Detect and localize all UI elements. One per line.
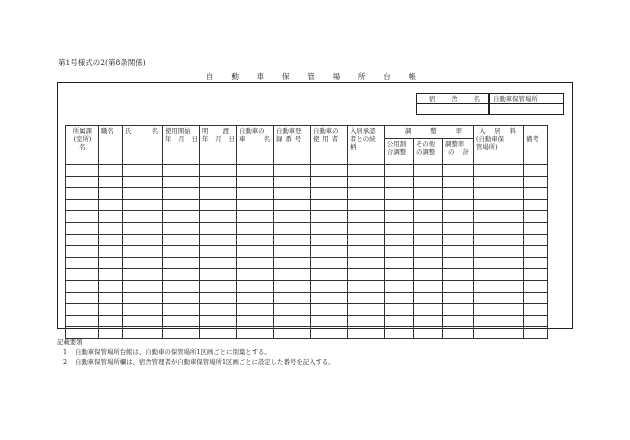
- dorm-label-char: 舎: [451, 95, 458, 103]
- table-cell[interactable]: [200, 257, 237, 269]
- table-cell[interactable]: [443, 280, 474, 292]
- table-cell[interactable]: [237, 188, 274, 200]
- table-cell[interactable]: [66, 280, 99, 292]
- table-cell[interactable]: [66, 292, 99, 304]
- table-cell[interactable]: [274, 280, 311, 292]
- table-cell[interactable]: [348, 292, 385, 304]
- table-cell[interactable]: [200, 188, 237, 200]
- table-cell[interactable]: [474, 315, 524, 327]
- table-cell[interactable]: [274, 304, 311, 316]
- table-cell[interactable]: [348, 165, 385, 177]
- form-title-char: 所: [357, 72, 366, 81]
- table-cell[interactable]: [163, 257, 200, 269]
- table-cell[interactable]: [385, 292, 414, 304]
- table-cell[interactable]: [237, 176, 274, 188]
- table-cell[interactable]: [385, 280, 414, 292]
- table-cell[interactable]: [348, 327, 385, 339]
- table-cell[interactable]: [348, 304, 385, 316]
- table-cell[interactable]: [163, 165, 200, 177]
- table-row: [66, 246, 548, 258]
- table-cell[interactable]: [385, 246, 414, 258]
- table-cell[interactable]: [274, 176, 311, 188]
- table-cell[interactable]: [200, 211, 237, 223]
- table-cell[interactable]: [237, 257, 274, 269]
- table-cell[interactable]: [311, 246, 348, 258]
- form-title-char: 車: [256, 72, 265, 81]
- table-cell[interactable]: [200, 199, 237, 211]
- table-cell[interactable]: [524, 315, 548, 327]
- table-cell[interactable]: [414, 211, 443, 223]
- table-cell[interactable]: [66, 188, 99, 200]
- table-cell[interactable]: [443, 188, 474, 200]
- table-cell[interactable]: [443, 304, 474, 316]
- table-cell[interactable]: [99, 269, 123, 281]
- table-cell[interactable]: [163, 211, 200, 223]
- table-cell[interactable]: [99, 257, 123, 269]
- table-row: [66, 188, 548, 200]
- table-cell[interactable]: [274, 222, 311, 234]
- table-cell[interactable]: [524, 222, 548, 234]
- parking-space-label: 自動車保管場所: [489, 93, 564, 104]
- table-cell[interactable]: [474, 199, 524, 211]
- table-cell[interactable]: [443, 257, 474, 269]
- table-cell[interactable]: [524, 246, 548, 258]
- table-cell[interactable]: [311, 269, 348, 281]
- table-cell[interactable]: [348, 176, 385, 188]
- table-cell[interactable]: [524, 304, 548, 316]
- table-cell[interactable]: [414, 176, 443, 188]
- table-row: [66, 165, 548, 177]
- table-row: [66, 211, 548, 223]
- table-cell[interactable]: [443, 269, 474, 281]
- table-cell[interactable]: [414, 234, 443, 246]
- table-cell[interactable]: [163, 280, 200, 292]
- table-cell[interactable]: [123, 269, 163, 281]
- header-other-adjustment: その他 の調整: [414, 139, 443, 165]
- header-car-user: 自動車の 使用者: [311, 126, 348, 165]
- table-cell[interactable]: [385, 234, 414, 246]
- table-cell[interactable]: [443, 199, 474, 211]
- header-rent: 入 居 料 (自動車保 管場所): [474, 126, 524, 165]
- table-cell[interactable]: [237, 304, 274, 316]
- table-cell[interactable]: [524, 280, 548, 292]
- table-cell[interactable]: [348, 211, 385, 223]
- table-cell[interactable]: [123, 211, 163, 223]
- table-cell[interactable]: [99, 234, 123, 246]
- table-cell[interactable]: [474, 292, 524, 304]
- header-relationship: 入居承認 者との続 柄: [348, 126, 385, 165]
- table-cell[interactable]: [311, 188, 348, 200]
- table-cell[interactable]: [123, 176, 163, 188]
- table-cell[interactable]: [311, 234, 348, 246]
- table-cell[interactable]: [66, 211, 99, 223]
- table-cell[interactable]: [443, 165, 474, 177]
- table-cell[interactable]: [311, 315, 348, 327]
- header-public-use-adjustment: 公用割 合調整: [385, 139, 414, 165]
- table-cell[interactable]: [311, 199, 348, 211]
- table-cell[interactable]: [99, 246, 123, 258]
- table-cell[interactable]: [385, 188, 414, 200]
- table-cell[interactable]: [66, 246, 99, 258]
- table-row: [66, 304, 548, 316]
- table-cell[interactable]: [66, 269, 99, 281]
- table-cell[interactable]: [443, 234, 474, 246]
- table-cell[interactable]: [385, 165, 414, 177]
- table-cell[interactable]: [414, 257, 443, 269]
- table-cell[interactable]: [163, 199, 200, 211]
- table-cell[interactable]: [123, 292, 163, 304]
- table-cell[interactable]: [414, 304, 443, 316]
- table-cell[interactable]: [123, 188, 163, 200]
- table-cell[interactable]: [524, 188, 548, 200]
- table-cell[interactable]: [237, 211, 274, 223]
- table-cell[interactable]: [443, 176, 474, 188]
- table-cell[interactable]: [348, 246, 385, 258]
- table-cell[interactable]: [66, 257, 99, 269]
- table-cell[interactable]: [385, 269, 414, 281]
- form-title: [206, 72, 416, 81]
- table-cell[interactable]: [99, 199, 123, 211]
- table-cell[interactable]: [163, 304, 200, 316]
- table-row: [66, 257, 548, 269]
- table-cell[interactable]: [274, 246, 311, 258]
- table-cell[interactable]: [311, 304, 348, 316]
- table-cell[interactable]: [348, 188, 385, 200]
- form-title-char: 保: [281, 72, 290, 81]
- table-cell[interactable]: [385, 222, 414, 234]
- table-cell[interactable]: [66, 234, 99, 246]
- table-cell[interactable]: [163, 234, 200, 246]
- table-cell[interactable]: [348, 199, 385, 211]
- table-cell[interactable]: [348, 269, 385, 281]
- table-cell[interactable]: [524, 211, 548, 223]
- table-cell[interactable]: [414, 280, 443, 292]
- table-cell[interactable]: [123, 234, 163, 246]
- table-row: [66, 234, 548, 246]
- table-cell[interactable]: [123, 246, 163, 258]
- table-cell[interactable]: [237, 246, 274, 258]
- dorm-name-label: [416, 93, 489, 104]
- table-cell[interactable]: [274, 199, 311, 211]
- table-cell[interactable]: [474, 165, 524, 177]
- dorm-label-char: 宿: [429, 95, 436, 103]
- table-cell[interactable]: [99, 222, 123, 234]
- table-cell[interactable]: [414, 188, 443, 200]
- table-cell[interactable]: [474, 188, 524, 200]
- table-cell[interactable]: [474, 257, 524, 269]
- table-cell[interactable]: [200, 222, 237, 234]
- table-cell[interactable]: [474, 246, 524, 258]
- table-cell[interactable]: [414, 315, 443, 327]
- table-cell[interactable]: [385, 257, 414, 269]
- dorm-name-field[interactable]: [416, 104, 489, 115]
- table-cell[interactable]: [99, 188, 123, 200]
- table-cell[interactable]: [99, 304, 123, 316]
- table-cell[interactable]: [474, 304, 524, 316]
- form-title-char: 管: [307, 72, 315, 81]
- table-cell[interactable]: [443, 211, 474, 223]
- table-cell[interactable]: [524, 199, 548, 211]
- table-row: [66, 280, 548, 292]
- form-title-char: 場: [332, 72, 341, 81]
- table-cell[interactable]: [524, 257, 548, 269]
- table-cell[interactable]: [66, 199, 99, 211]
- note-item: 2 自動車保管場所欄は、宿舎管理者が自動車保管場所1区画ごとに設定した番号を記入する。: [63, 358, 335, 366]
- table-cell[interactable]: [163, 188, 200, 200]
- table-cell[interactable]: [274, 188, 311, 200]
- table-cell[interactable]: [474, 280, 524, 292]
- table-cell[interactable]: [311, 292, 348, 304]
- table-cell[interactable]: [414, 292, 443, 304]
- table-cell[interactable]: [414, 269, 443, 281]
- table-cell[interactable]: [474, 176, 524, 188]
- form-title-char: 動: [231, 72, 239, 81]
- table-cell[interactable]: [311, 211, 348, 223]
- table-cell[interactable]: [443, 222, 474, 234]
- table-row: [66, 269, 548, 281]
- table-cell[interactable]: [200, 315, 237, 327]
- header-vacate-date: 明 渡 年 月 日: [200, 126, 237, 165]
- table-cell[interactable]: [274, 315, 311, 327]
- table-cell[interactable]: [385, 315, 414, 327]
- table-cell[interactable]: [474, 327, 524, 339]
- header-registration: 自動車登 録番号: [274, 126, 311, 165]
- register-table: [65, 125, 548, 339]
- header-adjustment-total: 調整率 の 計: [443, 139, 474, 165]
- table-cell[interactable]: [414, 246, 443, 258]
- table-row: [66, 315, 548, 327]
- table-cell[interactable]: [200, 165, 237, 177]
- table-cell[interactable]: [385, 327, 414, 339]
- header-adjustment-rate: 調 整 率: [385, 126, 474, 139]
- table-cell[interactable]: [474, 222, 524, 234]
- form-title-char: 自: [206, 72, 214, 81]
- table-cell[interactable]: [348, 280, 385, 292]
- table-cell[interactable]: [443, 292, 474, 304]
- header-job-title: 職名: [99, 126, 123, 165]
- table-cell[interactable]: [443, 315, 474, 327]
- table-cell[interactable]: [311, 165, 348, 177]
- table-cell[interactable]: [474, 211, 524, 223]
- header-start-date: 使用開始 年 月 日: [163, 126, 200, 165]
- notes-section: [57, 337, 335, 367]
- table-cell[interactable]: [163, 292, 200, 304]
- dorm-label-char: 名: [473, 95, 480, 103]
- header-remarks: 備考: [524, 126, 548, 165]
- table-cell[interactable]: [524, 292, 548, 304]
- table-cell[interactable]: [274, 257, 311, 269]
- table-cell[interactable]: [200, 176, 237, 188]
- table-cell[interactable]: [348, 234, 385, 246]
- table-cell[interactable]: [66, 165, 99, 177]
- table-cell[interactable]: [274, 234, 311, 246]
- table-cell[interactable]: [99, 280, 123, 292]
- table-cell[interactable]: [237, 234, 274, 246]
- table-cell[interactable]: [524, 269, 548, 281]
- table-cell[interactable]: [66, 176, 99, 188]
- table-row: [66, 292, 548, 304]
- notes-heading: 記載要領: [57, 338, 83, 346]
- table-cell[interactable]: [443, 327, 474, 339]
- table-cell[interactable]: [163, 222, 200, 234]
- table-cell[interactable]: [66, 304, 99, 316]
- table-cell[interactable]: [385, 304, 414, 316]
- table-cell[interactable]: [524, 327, 548, 339]
- table-cell[interactable]: [348, 222, 385, 234]
- table-cell[interactable]: [524, 234, 548, 246]
- table-cell[interactable]: [200, 269, 237, 281]
- table-cell[interactable]: [237, 199, 274, 211]
- table-cell[interactable]: [200, 280, 237, 292]
- header-car-model: 自動車の 車 名: [237, 126, 274, 165]
- table-cell[interactable]: [163, 176, 200, 188]
- table-row: [66, 222, 548, 234]
- table-cell[interactable]: [66, 222, 99, 234]
- table-cell[interactable]: [123, 280, 163, 292]
- table-cell[interactable]: [163, 315, 200, 327]
- table-cell[interactable]: [123, 257, 163, 269]
- table-cell[interactable]: [311, 280, 348, 292]
- table-cell[interactable]: [237, 280, 274, 292]
- table-cell[interactable]: [311, 257, 348, 269]
- header-dept: 所属課 (室所) 名: [66, 126, 99, 165]
- table-cell[interactable]: [123, 315, 163, 327]
- table-cell[interactable]: [274, 165, 311, 177]
- table-cell[interactable]: [123, 304, 163, 316]
- table-cell[interactable]: [311, 176, 348, 188]
- form-title-char: 台: [383, 72, 391, 81]
- table-cell[interactable]: [237, 292, 274, 304]
- table-cell[interactable]: [163, 246, 200, 258]
- table-cell[interactable]: [237, 165, 274, 177]
- table-cell[interactable]: [385, 199, 414, 211]
- table-cell[interactable]: [99, 292, 123, 304]
- table-cell[interactable]: [237, 222, 274, 234]
- table-row: [66, 176, 548, 188]
- table-cell[interactable]: [414, 222, 443, 234]
- table-cell[interactable]: [123, 199, 163, 211]
- form-title-char: 帳: [408, 72, 416, 81]
- table-cell[interactable]: [200, 234, 237, 246]
- table-cell[interactable]: [237, 315, 274, 327]
- table-cell[interactable]: [237, 269, 274, 281]
- table-row: [66, 199, 548, 211]
- header-name: 氏 名: [123, 126, 163, 165]
- table-cell[interactable]: [443, 246, 474, 258]
- table-cell[interactable]: [99, 176, 123, 188]
- parking-space-field[interactable]: [489, 104, 564, 115]
- table-cell[interactable]: [123, 222, 163, 234]
- table-cell[interactable]: [474, 234, 524, 246]
- table-cell[interactable]: [274, 269, 311, 281]
- table-cell[interactable]: [385, 211, 414, 223]
- table-cell[interactable]: [414, 165, 443, 177]
- table-cell[interactable]: [348, 315, 385, 327]
- table-cell[interactable]: [99, 211, 123, 223]
- table-cell[interactable]: [274, 211, 311, 223]
- table-cell[interactable]: [524, 176, 548, 188]
- table-cell[interactable]: [99, 315, 123, 327]
- table-cell[interactable]: [200, 292, 237, 304]
- table-cell[interactable]: [274, 292, 311, 304]
- table-cell[interactable]: [66, 315, 99, 327]
- table-cell[interactable]: [311, 222, 348, 234]
- table-cell[interactable]: [524, 165, 548, 177]
- table-cell[interactable]: [474, 269, 524, 281]
- form-number: 第1号様式の2(第8条関係): [58, 58, 146, 67]
- table-cell[interactable]: [385, 176, 414, 188]
- table-cell[interactable]: [99, 165, 123, 177]
- table-cell[interactable]: [200, 304, 237, 316]
- table-cell[interactable]: [414, 327, 443, 339]
- note-item: 1 自動車保管場所台帳は、自動車の保管場所1区画ごとに別葉とする。: [63, 348, 271, 356]
- table-cell[interactable]: [414, 199, 443, 211]
- table-cell[interactable]: [348, 257, 385, 269]
- table-cell[interactable]: [200, 246, 237, 258]
- table-cell[interactable]: [163, 269, 200, 281]
- table-cell[interactable]: [123, 165, 163, 177]
